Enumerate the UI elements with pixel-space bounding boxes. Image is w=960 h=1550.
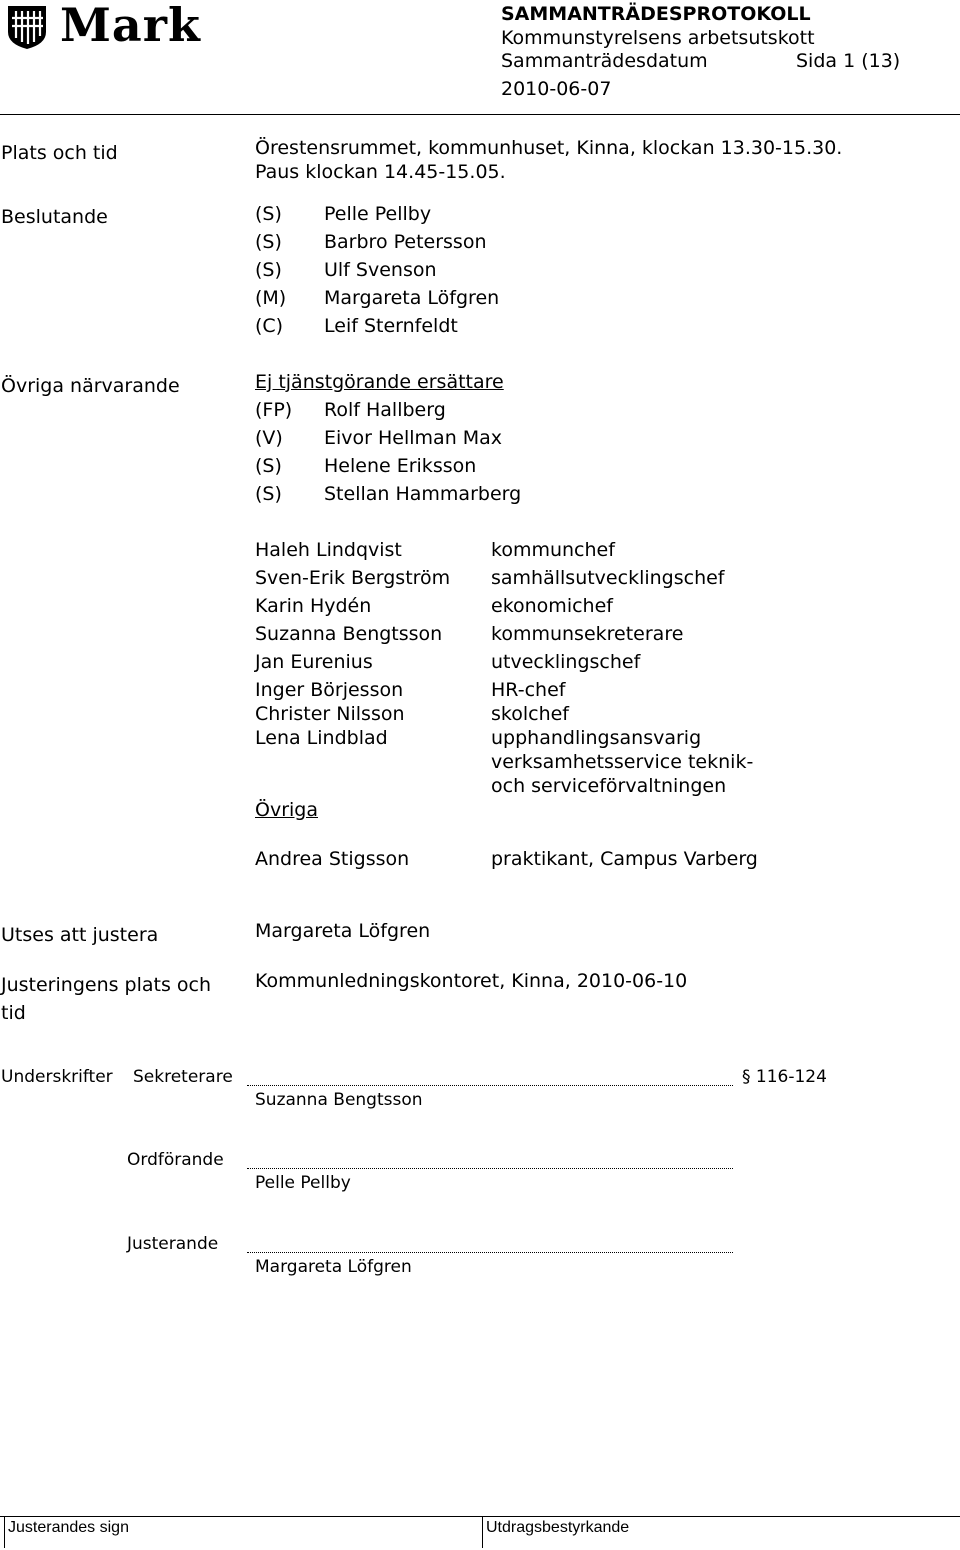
official-role: kommunsekreterare — [491, 623, 684, 645]
party: (S) — [255, 231, 282, 253]
utses-label: Utses att justera — [1, 924, 159, 946]
justering-plats-label-2: tid — [1, 1002, 26, 1024]
official-role: ekonomichef — [491, 595, 613, 617]
underskrifter-label: Underskrifter — [1, 1067, 113, 1087]
member-name: Rolf Hallberg — [324, 399, 446, 421]
party: (FP) — [255, 399, 293, 421]
party: (S) — [255, 203, 282, 225]
official-name: Inger Börjesson — [255, 679, 404, 701]
official-role: kommunchef — [491, 539, 615, 561]
party: (V) — [255, 427, 283, 449]
paragraph-range: § 116-124 — [742, 1067, 827, 1087]
official-name: Christer Nilsson — [255, 703, 405, 725]
official-name: Suzanna Bengtsson — [255, 623, 443, 645]
justering-plats-value: Kommunledningskontoret, Kinna, 2010-06-10 — [255, 970, 688, 992]
official-role: samhällsutvecklingschef — [491, 567, 725, 589]
signature-line — [247, 1168, 733, 1169]
signature-name: Margareta Löfgren — [255, 1257, 412, 1277]
committee-name: Kommunstyrelsens arbetsutskott — [501, 27, 815, 49]
header-divider — [0, 114, 960, 115]
signature-name: Pelle Pellby — [255, 1173, 351, 1193]
official-name: Karin Hydén — [255, 595, 372, 617]
utses-value: Margareta Löfgren — [255, 920, 431, 942]
other-role: praktikant, Campus Varberg — [491, 848, 758, 870]
signature-role: Justerande — [127, 1234, 219, 1254]
member-name: Leif Sternfeldt — [324, 315, 458, 337]
date-label: Sammanträdesdatum — [501, 50, 708, 72]
justering-plats-label: Justeringens plats och — [1, 974, 212, 996]
official-role: utvecklingschef — [491, 651, 641, 673]
member-name: Ulf Svenson — [324, 259, 437, 281]
official-name: Haleh Lindqvist — [255, 539, 402, 561]
member-name: Eivor Hellman Max — [324, 427, 503, 449]
signature-name: Suzanna Bengtsson — [255, 1090, 423, 1110]
page-number: Sida 1 (13) — [796, 50, 901, 72]
signature-line — [247, 1252, 733, 1253]
party: (C) — [255, 315, 284, 337]
ovriga-heading: Övriga — [255, 799, 318, 821]
official-role-continued: och serviceförvaltningen — [491, 775, 727, 797]
footer-utdragsbestyrkande: Utdragsbestyrkande — [486, 1519, 630, 1536]
plats-label: Plats och tid — [1, 142, 118, 164]
signature-line — [247, 1085, 733, 1086]
party: (S) — [255, 455, 282, 477]
member-name: Helene Eriksson — [324, 455, 477, 477]
logo-text: Mark — [60, 0, 201, 52]
official-role-continued: verksamhetsservice teknik- — [491, 751, 754, 773]
official-role: upphandlingsansvarig — [491, 727, 702, 749]
document-title: SAMMANTRÄDESPROTOKOLL — [501, 3, 811, 25]
official-role: skolchef — [491, 703, 569, 725]
municipality-crest-icon — [6, 4, 48, 50]
member-name: Stellan Hammarberg — [324, 483, 522, 505]
footer-justerandes-sign: Justerandes sign — [8, 1519, 129, 1536]
party: (M) — [255, 287, 287, 309]
official-name: Lena Lindblad — [255, 727, 388, 749]
party: (S) — [255, 259, 282, 281]
plats-line-2: Paus klockan 14.45-15.05. — [255, 161, 506, 183]
meeting-date: 2010-06-07 — [501, 78, 612, 100]
ovriga-label: Övriga närvarande — [1, 375, 180, 397]
official-role: HR-chef — [491, 679, 566, 701]
official-name: Jan Eurenius — [255, 651, 373, 673]
footer-separator — [482, 1516, 483, 1548]
ersattare-heading: Ej tjänstgörande ersättare — [255, 371, 504, 393]
member-name: Pelle Pellby — [324, 203, 432, 225]
member-name: Margareta Löfgren — [324, 287, 500, 309]
party: (S) — [255, 483, 282, 505]
signature-role: Sekreterare — [133, 1067, 233, 1087]
other-name: Andrea Stigsson — [255, 848, 410, 870]
footer-divider — [0, 1516, 960, 1517]
signature-role: Ordförande — [127, 1150, 224, 1170]
footer-separator — [4, 1516, 5, 1548]
official-name: Sven-Erik Bergström — [255, 567, 451, 589]
member-name: Barbro Petersson — [324, 231, 487, 253]
beslutande-label: Beslutande — [1, 206, 108, 228]
plats-line-1: Örestensrummet, kommunhuset, Kinna, klockan 13.30-15.30. — [255, 137, 843, 159]
